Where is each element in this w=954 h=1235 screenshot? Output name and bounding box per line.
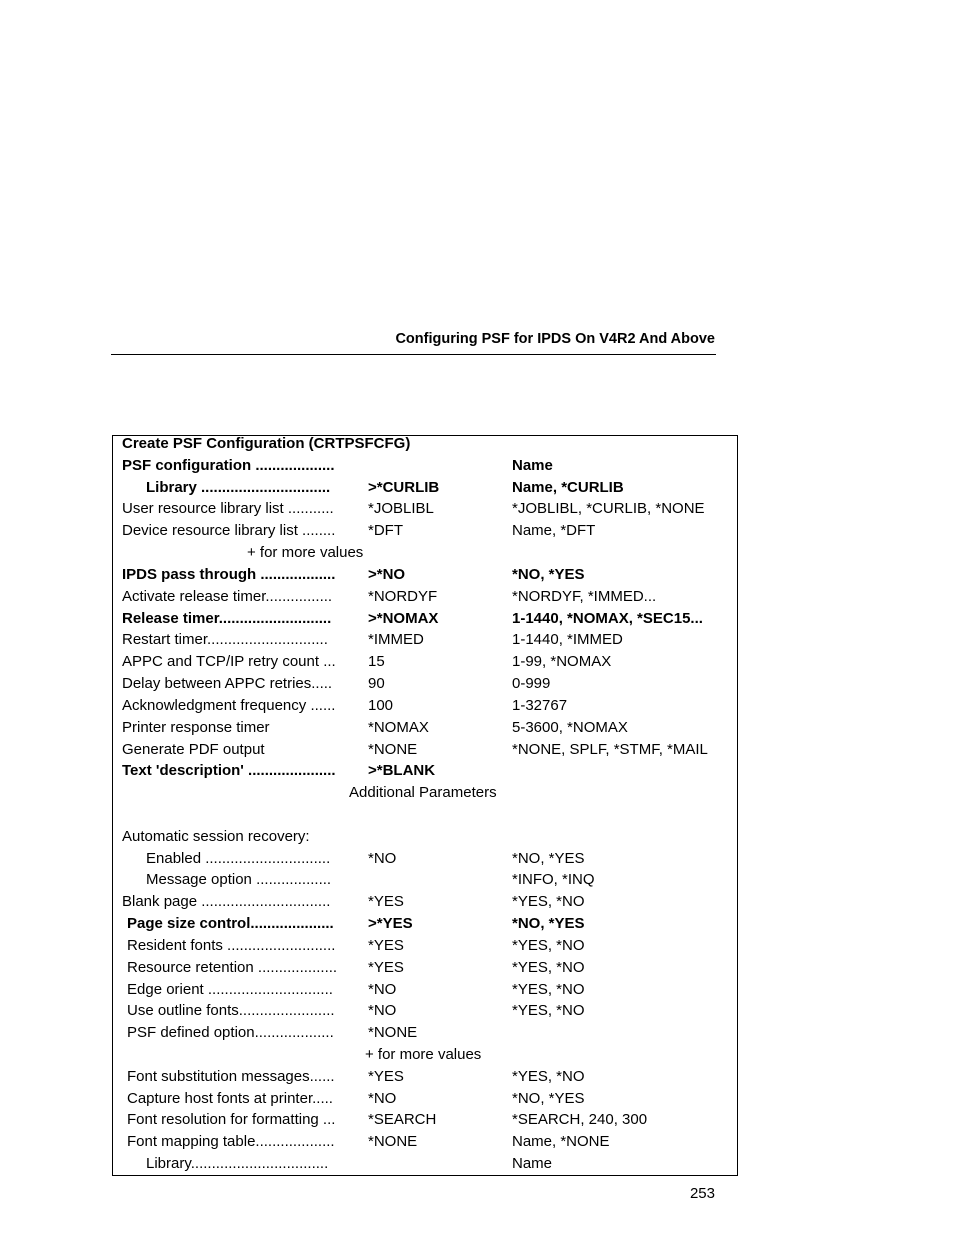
- param-label: Release timer...........................: [122, 610, 332, 627]
- param-value: *NO: [368, 981, 397, 998]
- command-prompt-panel: [112, 435, 738, 1176]
- param-label: Printer response timer: [122, 719, 270, 736]
- param-label: Device resource library list ........: [122, 522, 336, 539]
- param-choices: 0-999: [512, 675, 551, 692]
- param-value: *NO: [368, 850, 397, 867]
- param-value: *SEARCH: [368, 1111, 437, 1128]
- param-value: *NONE: [368, 1133, 418, 1150]
- param-choices: Name, *NONE: [512, 1133, 610, 1150]
- param-choices: *NO, *YES: [512, 1090, 585, 1107]
- param-row: [113, 979, 737, 1001]
- param-row: [113, 869, 737, 891]
- param-label: Text 'description' .....................: [122, 762, 336, 779]
- param-label: Library.................................: [146, 1155, 329, 1172]
- param-row: [113, 651, 737, 673]
- param-label: Restart timer.............................: [122, 631, 328, 648]
- param-choices: *SEARCH, 240, 300: [512, 1111, 648, 1128]
- param-label: Generate PDF output: [122, 741, 265, 758]
- param-choices: 1-32767: [512, 697, 568, 714]
- param-choices: Name: [512, 457, 553, 474]
- param-value: >*BLANK: [368, 762, 436, 779]
- param-label: Delay between APPC retries.....: [122, 675, 333, 692]
- param-value: *YES: [368, 959, 404, 976]
- param-value: >*NOMAX: [368, 610, 439, 627]
- param-value: *JOBLIBL: [368, 500, 434, 517]
- param-label: Resource retention ...................: [127, 959, 338, 976]
- param-value: *NONE: [368, 741, 418, 758]
- header-rule: [111, 354, 716, 355]
- more-values-label: + for more values: [365, 1046, 482, 1063]
- param-value: *IMMED: [368, 631, 424, 648]
- panel-title: Create PSF Configuration (CRTPSFCFG): [122, 435, 411, 452]
- more-values-row: [113, 542, 737, 564]
- param-label: Use outline fonts.......................: [127, 1002, 335, 1019]
- param-value: >*YES: [368, 915, 413, 932]
- param-row: [113, 935, 737, 957]
- param-row: [113, 455, 737, 477]
- param-choices: *YES, *NO: [512, 959, 585, 976]
- param-row: [113, 826, 737, 848]
- param-label: Page size control....................: [127, 915, 334, 932]
- param-choices: *YES, *NO: [512, 1002, 585, 1019]
- param-choices: Name, *DFT: [512, 522, 596, 539]
- param-value: *NORDYF: [368, 588, 438, 605]
- param-choices: *NORDYF, *IMMED...: [512, 588, 657, 605]
- param-row: [113, 477, 737, 499]
- param-label: Enabled ..............................: [146, 850, 331, 867]
- param-row: [113, 1153, 737, 1175]
- param-choices: *JOBLIBL, *CURLIB, *NONE: [512, 500, 705, 517]
- param-choices: *NO, *YES: [512, 566, 585, 583]
- param-row: [113, 1131, 737, 1153]
- param-value: 15: [368, 653, 385, 670]
- param-row: [113, 717, 737, 739]
- param-label: Font resolution for formatting ...: [127, 1111, 336, 1128]
- param-row: [113, 1088, 737, 1110]
- additional-parameters-heading: Additional Parameters: [349, 784, 497, 801]
- param-label: Font substitution messages......: [127, 1068, 335, 1085]
- panel-title-row: [113, 433, 737, 455]
- param-label: Activate release timer................: [122, 588, 333, 605]
- param-value: 90: [368, 675, 385, 692]
- param-row: [113, 695, 737, 717]
- param-value: *YES: [368, 1068, 404, 1085]
- param-value: *YES: [368, 937, 404, 954]
- param-value: *NO: [368, 1090, 397, 1107]
- param-choices: *INFO, *INQ: [512, 871, 595, 888]
- param-row: [113, 564, 737, 586]
- additional-parameters-row: [113, 782, 737, 804]
- param-choices: 1-1440, *NOMAX, *SEC15...: [512, 610, 703, 627]
- param-value: *NOMAX: [368, 719, 429, 736]
- param-row: [113, 1066, 737, 1088]
- param-choices: 5-3600, *NOMAX: [512, 719, 628, 736]
- param-label: Edge orient ..............................: [127, 981, 333, 998]
- param-choices: *YES, *NO: [512, 981, 585, 998]
- param-label: IPDS pass through ..................: [122, 566, 336, 583]
- param-row: [113, 498, 737, 520]
- more-values-row: [113, 1044, 737, 1066]
- param-value: *DFT: [368, 522, 403, 539]
- param-row: [113, 848, 737, 870]
- param-choices: 1-99, *NOMAX: [512, 653, 612, 670]
- param-label: Message option ..................: [146, 871, 332, 888]
- param-row: [113, 520, 737, 542]
- param-label: Automatic session recovery:: [122, 828, 310, 845]
- param-label: Library ...............................: [146, 479, 331, 496]
- param-row: [113, 760, 737, 782]
- param-choices: *NO, *YES: [512, 850, 585, 867]
- param-choices: *YES, *NO: [512, 1068, 585, 1085]
- param-choices: 1-1440, *IMMED: [512, 631, 623, 648]
- param-row: [113, 673, 737, 695]
- running-header-title: Configuring PSF for IPDS On V4R2 And Above: [395, 331, 715, 347]
- param-row: [113, 608, 737, 630]
- param-row: [113, 1022, 737, 1044]
- more-values-label: + for more values: [247, 544, 364, 561]
- param-label: Font mapping table...................: [127, 1133, 335, 1150]
- param-row: [113, 586, 737, 608]
- param-value: 100: [368, 697, 394, 714]
- param-value: *NO: [368, 1002, 397, 1019]
- param-choices: *YES, *NO: [512, 937, 585, 954]
- param-row: [113, 957, 737, 979]
- param-value: *YES: [368, 893, 404, 910]
- param-row: [113, 913, 737, 935]
- param-label: Resident fonts ..........................: [127, 937, 336, 954]
- param-value: *NONE: [368, 1024, 418, 1041]
- page-number: 253: [689, 1185, 715, 1202]
- param-label: PSF configuration ...................: [122, 457, 335, 474]
- param-choices: Name: [512, 1155, 553, 1172]
- param-label: PSF defined option...................: [127, 1024, 334, 1041]
- param-label: User resource library list ...........: [122, 500, 334, 517]
- param-choices: *NO, *YES: [512, 915, 585, 932]
- param-row: [113, 739, 737, 761]
- param-choices: Name, *CURLIB: [512, 479, 624, 496]
- param-value: >*CURLIB: [368, 479, 440, 496]
- param-value: >*NO: [368, 566, 406, 583]
- param-label: Blank page ...............................: [122, 893, 331, 910]
- param-row: [113, 1109, 737, 1131]
- param-label: Acknowledgment frequency ......: [122, 697, 336, 714]
- param-row: [113, 891, 737, 913]
- param-row: [113, 1000, 737, 1022]
- param-choices: *YES, *NO: [512, 893, 585, 910]
- param-choices: *NONE, SPLF, *STMF, *MAIL: [512, 741, 708, 758]
- param-label: Capture host fonts at printer.....: [127, 1090, 333, 1107]
- param-label: APPC and TCP/IP retry count ...: [122, 653, 336, 670]
- param-row: [113, 629, 737, 651]
